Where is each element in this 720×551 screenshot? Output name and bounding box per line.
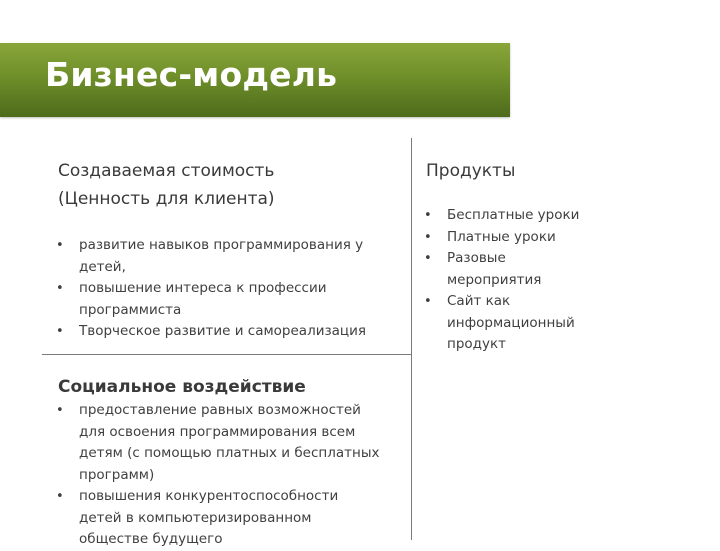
list-item-line: программиста xyxy=(79,301,182,318)
list-item xyxy=(55,235,400,278)
list-item-line: Творческое развитие и самореализация xyxy=(79,323,367,339)
list-item-line: детей в компьютеризированном xyxy=(79,509,312,526)
slide-title: Бизнес-модель xyxy=(45,55,338,94)
bullet-icon: • xyxy=(56,281,64,296)
list-item xyxy=(423,227,603,249)
bullet-icon: • xyxy=(424,229,432,245)
list-item-line: Платные уроки xyxy=(447,228,556,245)
list-item-line: детям (с помощью платных и бесплатных xyxy=(79,445,380,461)
list-item-line: для освоения программирования всем xyxy=(79,423,356,440)
list-item-line: обществе будущего xyxy=(79,531,223,547)
products-list xyxy=(423,205,603,356)
social-list xyxy=(55,400,400,551)
list-item-line: продукт xyxy=(447,336,506,352)
horizontal-divider xyxy=(42,354,411,355)
products-heading: Продукты xyxy=(426,161,516,181)
list-item-line: детей, xyxy=(79,258,126,275)
social-heading: Социальное воздействие xyxy=(58,377,306,397)
bullet-icon: • xyxy=(424,208,432,223)
list-item-line: предоставление равных возможностей xyxy=(79,402,361,418)
list-item xyxy=(423,248,603,291)
bullet-icon: • xyxy=(424,294,432,309)
list-item-line: мероприятия xyxy=(447,271,542,288)
list-item-line: Бесплатные уроки xyxy=(447,207,580,223)
list-item xyxy=(423,205,603,227)
bullet-icon: • xyxy=(56,324,64,339)
list-item xyxy=(55,486,400,551)
list-item xyxy=(55,400,400,486)
list-item-line: информационный xyxy=(447,314,575,331)
bullet-icon: • xyxy=(56,403,64,418)
list-item xyxy=(423,291,603,356)
value-list xyxy=(55,235,400,343)
value-heading xyxy=(58,157,398,213)
value-heading-line2: (Ценность для клиента) xyxy=(58,189,275,209)
bullet-icon: • xyxy=(424,251,432,266)
list-item-line: Сайт как xyxy=(447,293,511,309)
list-item xyxy=(55,321,400,343)
list-item-line: развитие навыков программирования у xyxy=(79,237,364,253)
bullet-icon: • xyxy=(56,489,64,504)
bullet-icon: • xyxy=(56,238,64,253)
list-item-line: программ) xyxy=(79,466,155,483)
list-item xyxy=(55,278,400,321)
list-item-line: повышение интереса к профессии xyxy=(79,280,327,296)
vertical-divider xyxy=(411,138,412,540)
list-item-line: повышения конкурентоспособности xyxy=(79,488,339,504)
value-heading-line1: Создаваемая стоимость xyxy=(58,161,275,181)
list-item-line: Разовые xyxy=(447,250,506,266)
